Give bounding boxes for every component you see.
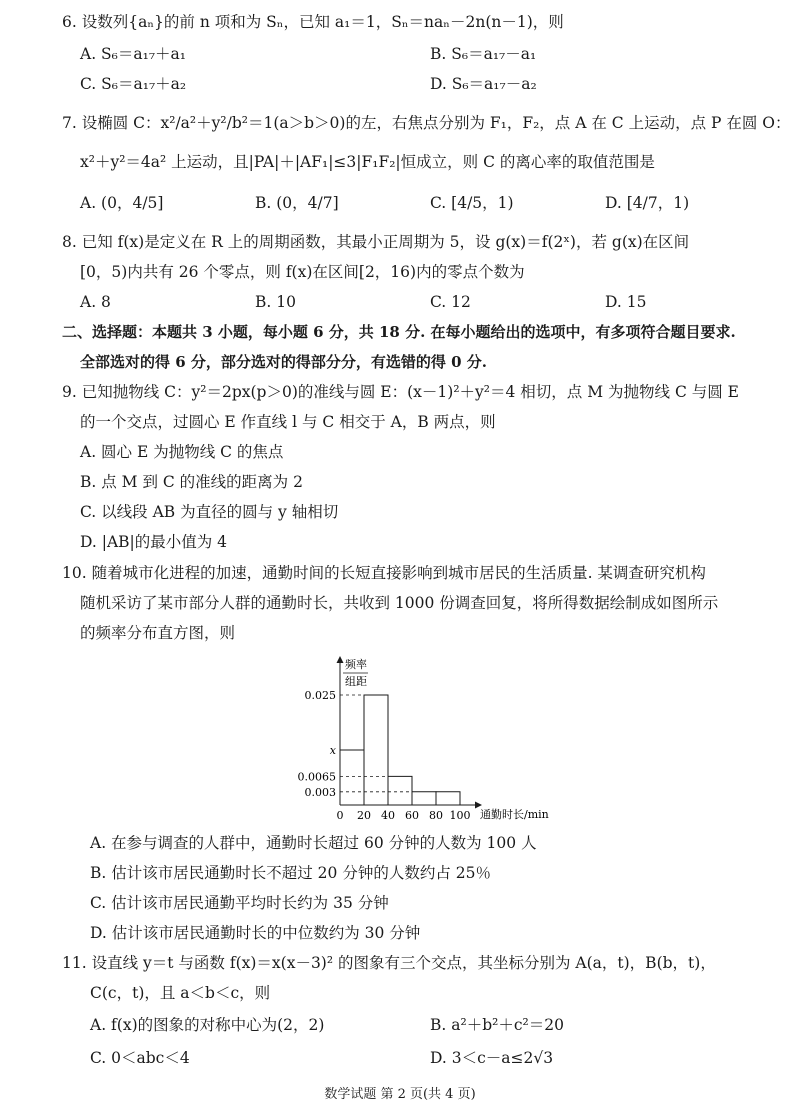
- q6-option-b: B. S₆＝a₁₇－a₁: [430, 45, 537, 63]
- histogram-bar-2: [388, 776, 412, 805]
- y-tick-label: 0.0065: [297, 770, 336, 784]
- q6-stem: 6. 设数列{aₙ}的前 n 项和为 Sₙ，已知 a₁＝1，Sₙ＝naₙ－2n(n－1)，则: [62, 13, 564, 31]
- x-tick-label: 0: [336, 809, 344, 822]
- y-axis-title-top: 频率: [345, 658, 367, 671]
- section2-instructions: 全部选对的得 6 分，部分选对的得部分分，有选错的得 0 分.: [80, 353, 487, 371]
- section2-heading: 二、选择题：本题共 3 小题，每小题 6 分，共 18 分. 在每小题给出的选项中，有多项符合题目要求.: [62, 323, 736, 341]
- q11-option-b: B. a²＋b²＋c²＝20: [430, 1016, 564, 1034]
- q11-stem-line2: C(c，t)，且 a＜b＜c，则: [90, 984, 271, 1002]
- q10-option-d: D. 估计该市居民通勤时长的中位数约为 30 分钟: [90, 924, 421, 942]
- q7-option-a: A. (0，4/5]: [80, 194, 164, 212]
- y-axis-title-bottom: 组距: [345, 675, 367, 688]
- x-tick-label: 40: [381, 809, 395, 822]
- q8-option-a: A. 8: [80, 293, 111, 311]
- q11-option-c: C. 0＜abc＜4: [90, 1049, 190, 1067]
- q10-option-a: A. 在参与调查的人群中，通勤时长超过 60 分钟的人数为 100 人: [90, 834, 537, 852]
- q10-option-c: C. 估计该市居民通勤平均时长约为 35 分钟: [90, 894, 389, 912]
- q8-option-d: D. 15: [605, 293, 647, 311]
- histogram-bar-4: [436, 792, 460, 805]
- q8-option-b: B. 10: [255, 293, 296, 311]
- x-tick-label: 60: [405, 809, 419, 822]
- q9-stem-line1: 9. 已知抛物线 C：y²＝2px(p＞0)的准线与圆 E：(x－1)²＋y²＝4 相切，点 M 为抛物线 C 与圆 E: [62, 383, 739, 401]
- histogram-bar-3: [412, 792, 436, 805]
- q9-option-c: C. 以线段 AB 为直径的圆与 y 轴相切: [80, 503, 339, 521]
- q10-stem-line2: 随机采访了某市部分人群的通勤时长，共收到 1000 份调查回复，将所得数据绘制成如图所示: [80, 594, 719, 612]
- histogram-bar-0: [340, 750, 364, 805]
- q7-option-b: B. (0，4/7]: [255, 194, 339, 212]
- frequency-histogram: [290, 650, 549, 830]
- q7-stem-line1: 7. 设椭圆 C：x²/a²＋y²/b²＝1(a＞b＞0)的左，右焦点分别为 F₁，F₂，点 A 在 C 上运动，点 P 在圆 O：: [62, 114, 791, 132]
- q11-option-a: A. f(x)的图象的对称中心为(2，2): [90, 1016, 325, 1034]
- x-tick-label: 20: [357, 809, 371, 822]
- q8-stem-line1: 8. 已知 f(x)是定义在 R 上的周期函数，其最小正周期为 5，设 g(x)＝f(2ˣ)，若 g(x)在区间: [62, 233, 690, 251]
- q9-option-a: A. 圆心 E 为抛物线 C 的焦点: [80, 443, 284, 461]
- q10-stem-line3: 的频率分布直方图，则: [80, 624, 236, 642]
- q6-option-d: D. S₆＝a₁₇－a₂: [430, 75, 537, 93]
- q7-option-d: D. [4/7，1): [605, 194, 690, 212]
- q11-stem-line1: 11. 设直线 y＝t 与函数 f(x)＝x(x－3)² 的图象有三个交点，其坐标分别为 A(a，t)，B(b，t)，: [62, 954, 716, 972]
- q10-option-b: B. 估计该市居民通勤时长不超过 20 分钟的人数约占 25％: [90, 864, 491, 882]
- q11-option-d: D. 3＜c－a≤2√3: [430, 1049, 554, 1067]
- q9-stem-line2: 的一个交点，过圆心 E 作直线 l 与 C 相交于 A，B 两点，则: [80, 413, 496, 431]
- y-tick-label: 0.003: [304, 785, 336, 799]
- q10-stem-line1: 10. 随着城市化进程的加速，通勤时间的长短直接影响到城市居民的生活质量. 某调查研究机构: [62, 564, 706, 582]
- y-tick-label: x: [329, 744, 336, 757]
- q8-option-c: C. 12: [430, 293, 471, 311]
- x-tick-label: 80: [429, 809, 443, 822]
- q7-option-c: C. [4/5，1): [430, 194, 514, 212]
- q6-option-c: C. S₆＝a₁₇＋a₂: [80, 75, 187, 93]
- page-footer: 数学试题 第 2 页(共 4 页): [324, 1087, 476, 1102]
- x-tick-label: 100: [449, 809, 471, 822]
- q7-stem-line2: x²＋y²＝4a² 上运动，且|PA|＋|AF₁|≤3|F₁F₂|恒成立，则 C 的离心率的取值范围是: [80, 153, 655, 171]
- histogram-bar-1: [364, 695, 388, 805]
- q9-option-b: B. 点 M 到 C 的准线的距离为 2: [80, 473, 303, 491]
- x-axis-title: 通勤时长/min: [480, 808, 549, 821]
- q6-option-a: A. S₆＝a₁₇＋a₁: [80, 45, 187, 63]
- y-tick-label: 0.025: [304, 689, 336, 702]
- q8-stem-line2: [0，5)内共有 26 个零点，则 f(x)在区间[2，16)内的零点个数为: [80, 263, 525, 281]
- q9-option-d: D. |AB|的最小值为 4: [80, 533, 228, 551]
